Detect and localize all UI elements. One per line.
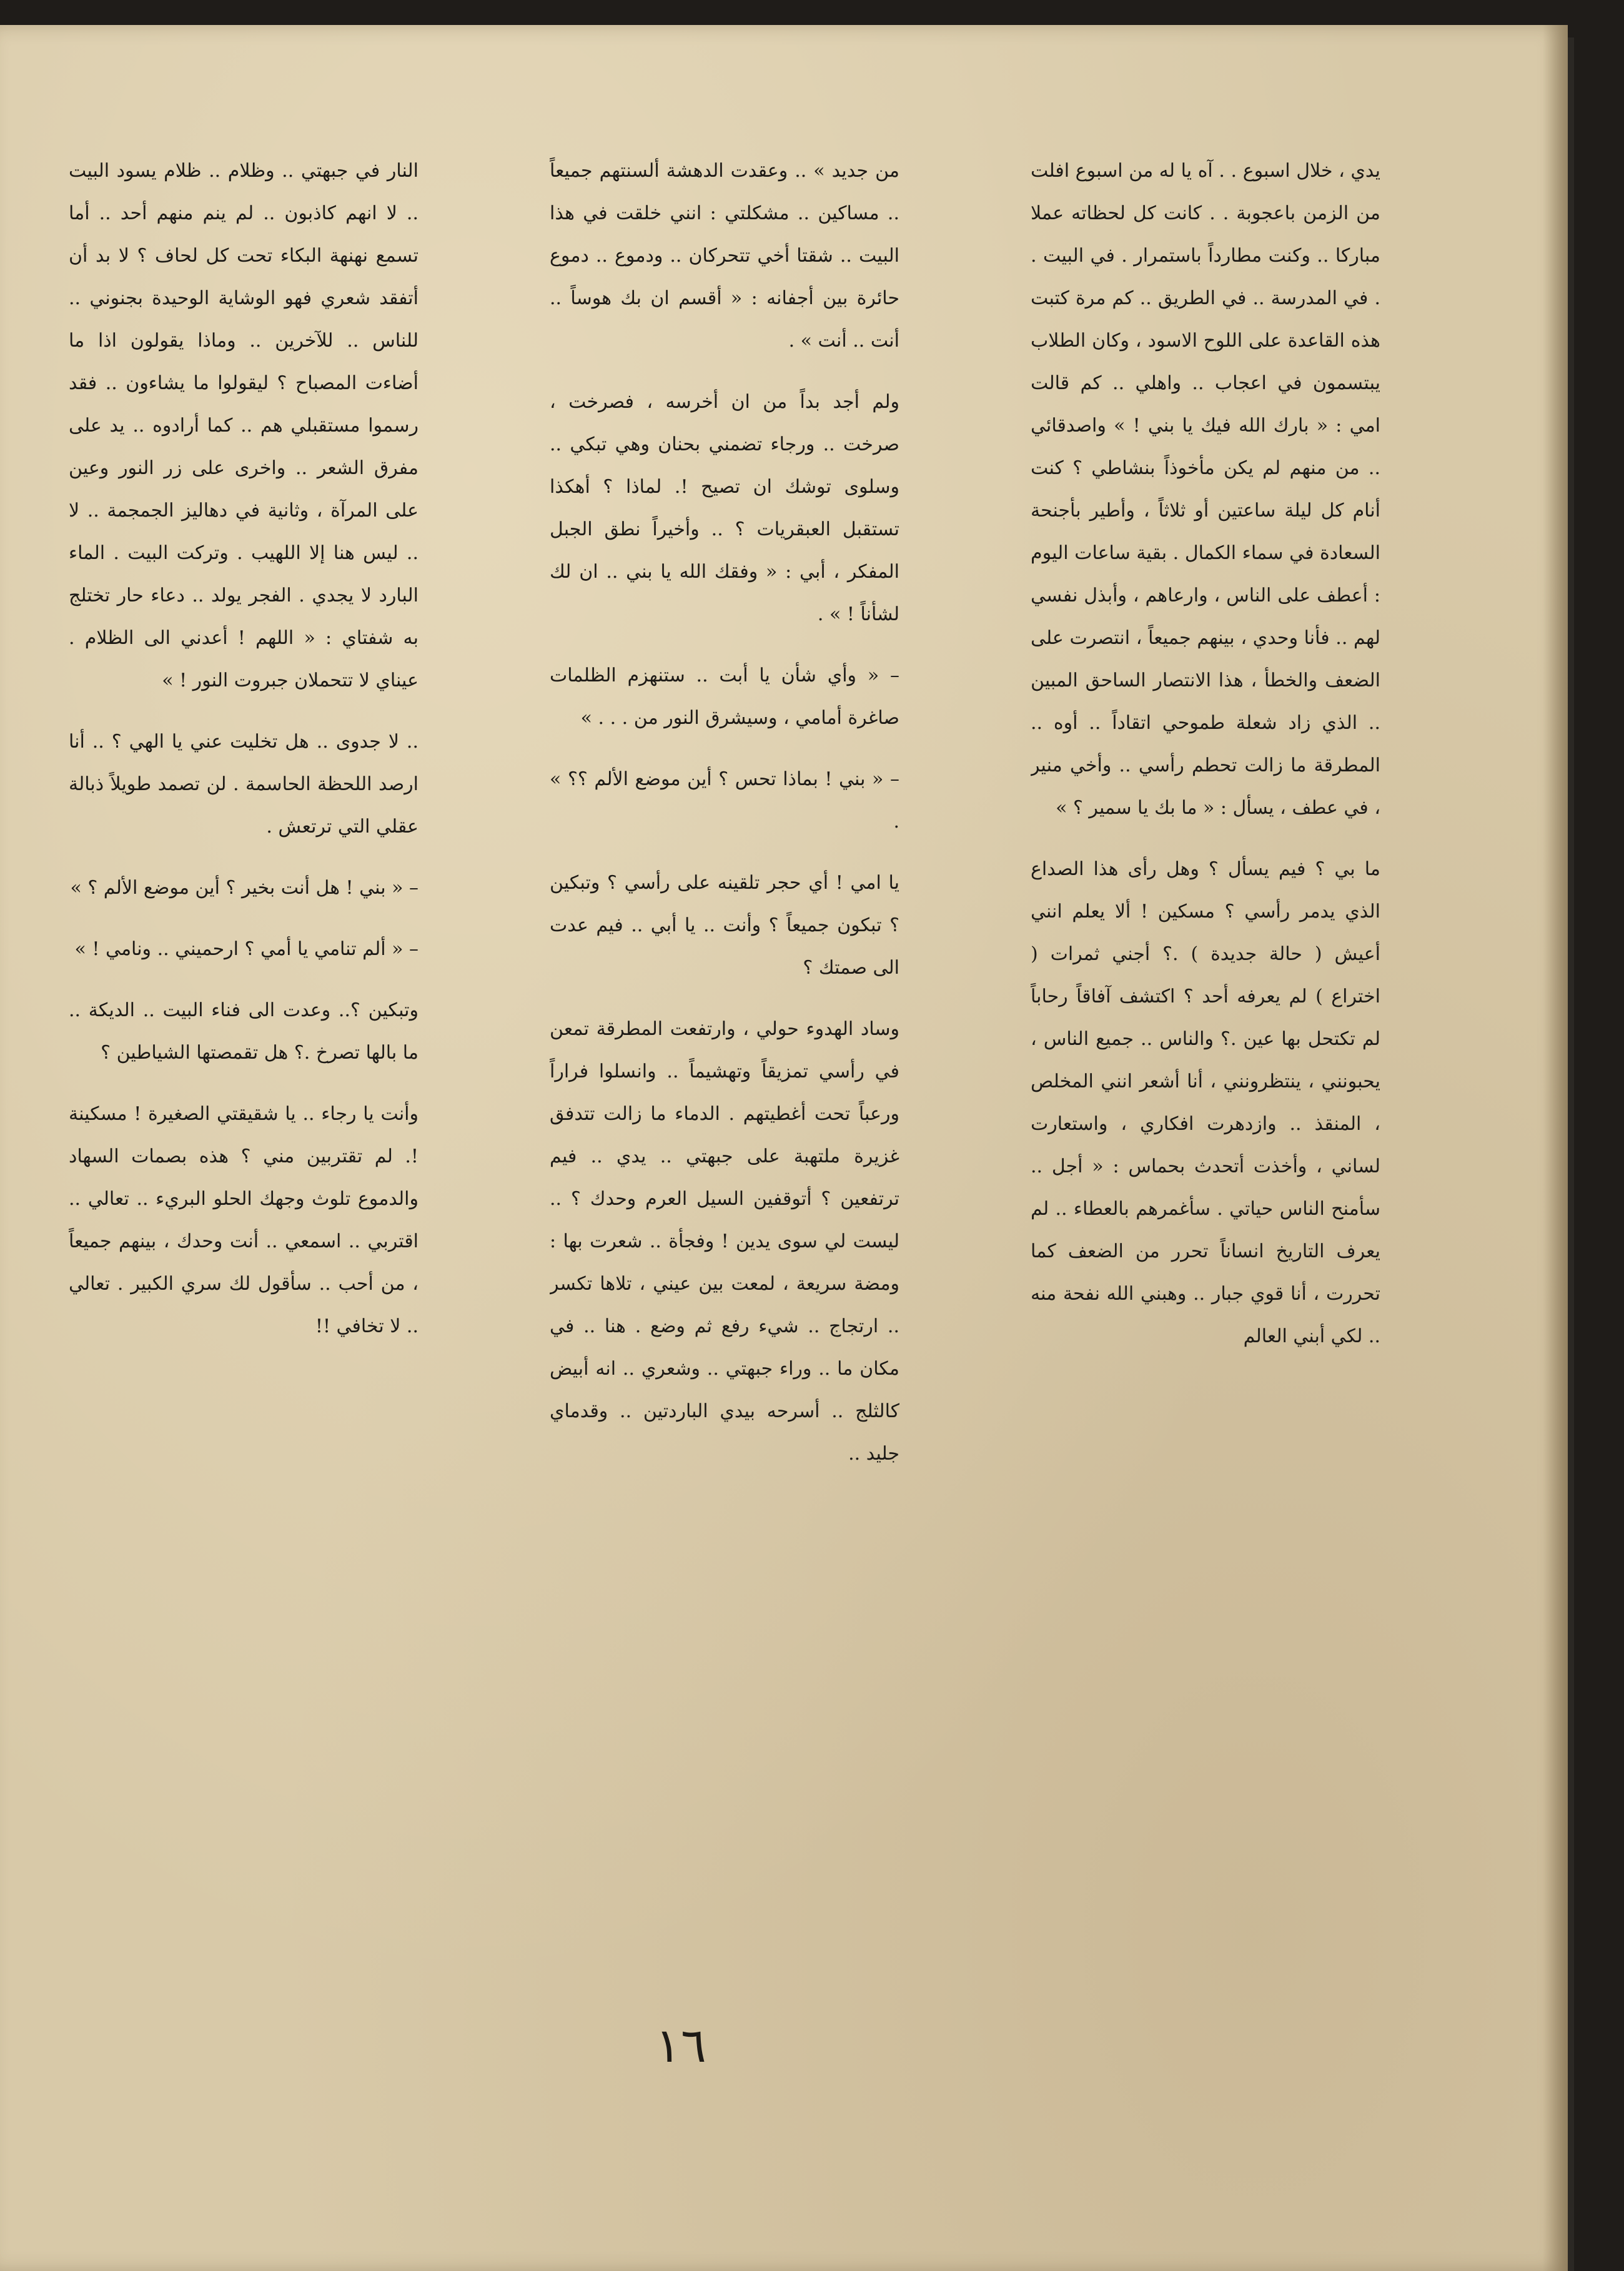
paragraph: .. لا جدوى .. هل تخليت عني يا الهي ؟ .. أنا ارصد اللحظة الحاسمة . لن تصمد طويلاً ذبالة عقلي التي ترتعش . [69,731,418,838]
page-fold-shadow [1543,25,1568,2271]
paragraph: – « وأي شأن يا أبت .. ستنهزم الظلمات صاغرة أمامي ، وسيشرق النور من . . . » [550,665,899,729]
text-column-right [1031,150,1380,2024]
magazine-page [0,25,1568,2271]
paragraph: وأنت يا رجاء .. يا شقيقتي الصغيرة ! مسكينة !. لم تقتربين مني ؟ هذه بصمات السهاد والدموع تلوث وجهك الحلو البريء .. تعالي .. اقتربي .. اسمعي .. أنت وحدك ، بينهم جميعاً ، من أحب .. سأقول لك سري الكبير . تعالي .. لا تخافي !! [69,1103,418,1337]
page-number: ١٦ [655,2017,706,2073]
scan-background-right [1574,0,1624,2271]
paragraph: وتبكين ؟.. وعدت الى فناء البيت .. الديكة .. ما بالها تصرخ .؟ هل تقمصتها الشياطين ؟ [69,999,418,1064]
paragraph: يدي ، خلال اسبوع . . آه يا له من اسبوع افلت من الزمن باعجوبة . . كانت كل لحظاته عملا مباركا .. وكنت مطارداً باستمرار . في البيت . . في المدرسة .. في الطريق .. كم مرة كتبت هذه القاعدة على اللوح الاسود ، وكان الطلاب يبتسمون في اعجاب .. واهلي .. كم قالت امي : « بارك الله فيك يا بني ! » واصدقائي .. من منهم لم يكن مأخوذاً بنشاطي ؟ كنت أنام كل ليلة ساعتين أو ثلاثاً ، وأطير بأجنحة السعادة في سماء الكمال . بقية ساعات اليوم : أعطف على الناس ، وارعاهم ، وأبذل نفسي لهم .. فأنا وحدي ، بينهم جميعاً ، انتصرت على الضعف والخطأ ، هذا الانتصار الساحق المبين .. الذي زاد شعلة طموحي اتقاداً .. أوه .. المطرقة ما زالت تحطم رأسي .. وأخي منير ، في عطف ، يسأل : « ما بك يا سمير ؟ » [1031,160,1380,819]
paragraph: من جديد » .. وعقدت الدهشة ألسنتهم جميعاً .. مساكين .. مشكلتي : انني خلقت في هذا البيت .. شقتا أخي تتحركان .. ودموع .. دموع حائرة بين أجفانه : « أقسم ان بك هوساً .. أنت .. أنت » . [550,160,899,352]
paragraph: ما بي ؟ فيم يسأل ؟ وهل رأى هذا الصداع الذي يدمر رأسي ؟ مسكين ! ألا يعلم انني أعيش ( حالة جديدة ) .؟ أجني ثمرات ( اختراع ) لم يعرفه أحد ؟ اكتشف آفاقاً رحاباً لم تكتحل بها عين .؟ والناس .. جميع الناس ، يحبونني ، ينتظرونني ، أنا أشعر انني المخلص ، المنقذ .. وازدهرت افكاري ، واستعارت لساني ، وأخذت أتحدث بحماس : « أجل .. سأمنح الناس حياتي . سأغمرهم بالعطاء .. لم يعرف التاريخ انساناً تحرر من الضعف كما تحررت ، أنا قوي جبار .. وهبني الله نفحة منه .. لكي أبني العالم [1031,858,1380,1347]
paragraph: – « بني ! بماذا تحس ؟ أين موضع الألم ؟؟ » . [550,768,899,833]
text-column-left [69,150,418,2024]
paragraph: يا امي ! أي حجر تلقينه على رأسي ؟ وتبكين ؟ تبكون جميعاً ؟ وأنت .. يا أبي .. فيم عدت الى صمتك ؟ [550,872,899,979]
paragraph: – « ألم تنامي يا أمي ؟ ارحميني .. ونامي ! » [74,938,418,960]
paragraph: وساد الهدوء حولي ، وارتفعت المطرقة تمعن في رأسي تمزيقاً وتهشيماً .. وانسلوا فراراً ورعباً تحت أغطيتهم . الدماء ما زالت تتدفق غزيرة ملتهبة على جبهتي .. يدي .. فيم ترتفعين ؟ أتوقفين السيل العرم وحدك ؟ .. ليست لي سوى يدين ! وفجأة .. شعرت بها : ومضة سريعة ، لمعت بين عيني ، تلاها تكسر .. ارتجاج .. شيء رفع ثم وضع . هنا .. في مكان ما .. وراء جبهتي .. وشعري .. انه أبيض كالثلج .. أسرحه بيدي الباردتين .. وقدماي جليد .. [550,1018,899,1465]
paragraph: ولم أجد بداً من ان أخرسه ، فصرخت ، صرخت .. ورجاء تضمني بحنان وهي تبكي .. وسلوى توشك ان تصيح !. لماذا ؟ أهكذا تستقبل العبقريات ؟ .. وأخيراً نطق الجبل المفكر ، أبي : « وفقك الله يا بني .. ان لك لشأناً ! » . [550,391,899,625]
paragraph: النار في جبهتي .. وظلام .. ظلام يسود البيت .. لا انهم كاذبون .. لم ينم منهم أحد .. أما تسمع نهنهة البكاء تحت كل لحاف ؟ لا بد أن أتفقد شعري فهو الوشاية الوحيدة بجنوني .. للناس .. للآخرين .. وماذا يقولون اذا ما أضاءت المصباح ؟ ليقولوا ما يشاءون .. فقد رسموا مستقبلي هم .. كما أرادوه .. يد على مفرق الشعر .. واخرى على زر النور وعين على المرآة ، وثانية في دهاليز الجمجمة .. لا .. ليس هنا إلا اللهيب . وتركت البيت . الماء البارد لا يجدي . الفجر يولد .. دعاء حار تختلج به شفتاي : « اللهم ! أعدني الى الظلام . عيناي لا تتحملان جبروت النور ! » [69,160,418,691]
text-column-middle [550,150,899,2024]
paragraph: – « بني ! هل أنت بخير ؟ أين موضع الألم ؟ » [70,877,418,899]
